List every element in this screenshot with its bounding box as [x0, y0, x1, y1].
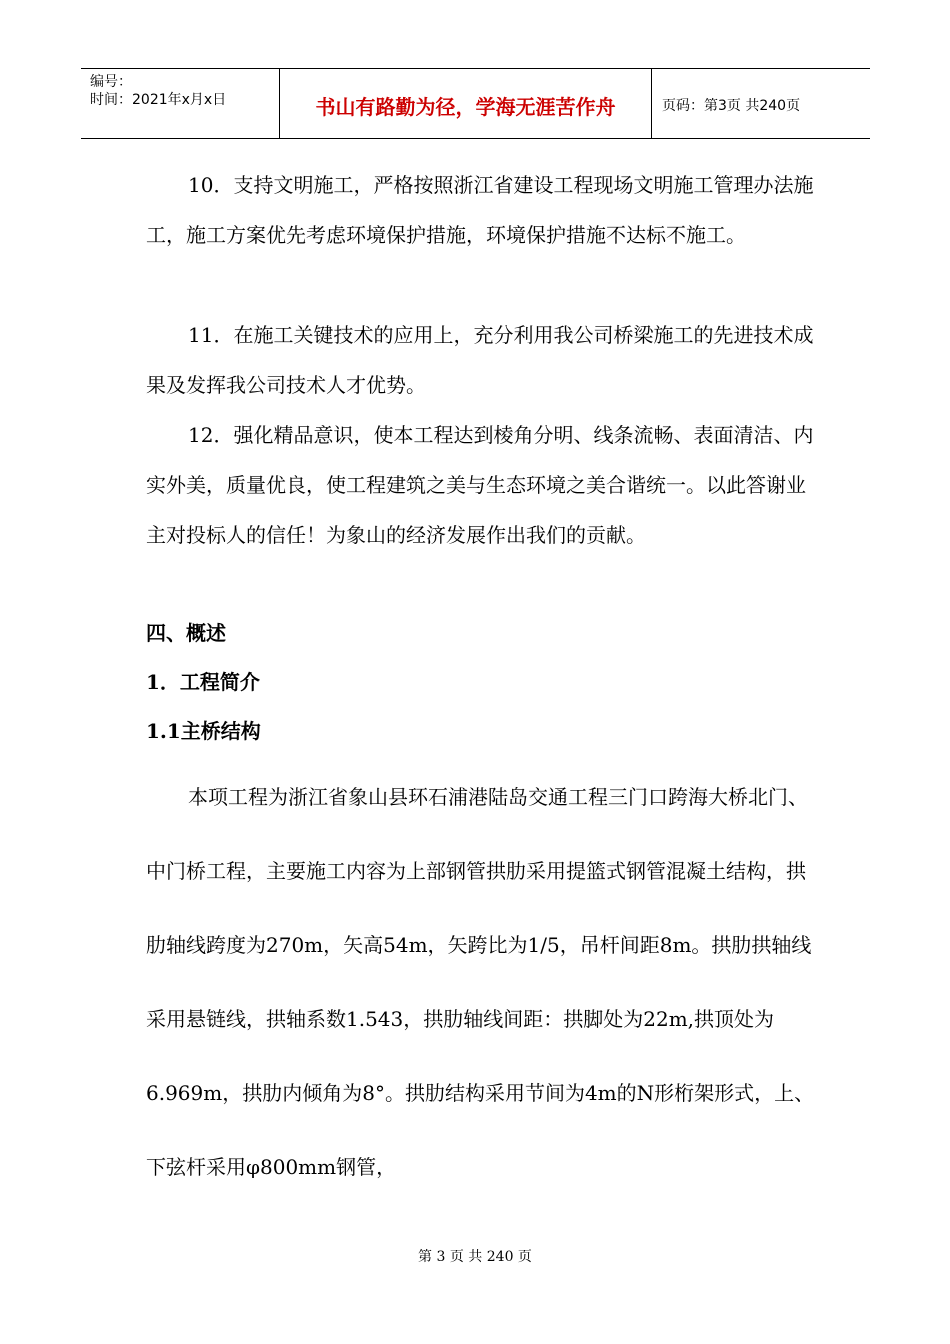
header-page-info: 页码：第3页 共240页 — [662, 97, 801, 114]
paragraph-12: 12．强化精品意识，使本工程达到棱角分明、线条流畅、表面清洁、内实外美，质量优良，使工程建筑之美与生态环境之美合谐统一。以此答谢业主对投标人的信任！为象山的经济发展作出我们的贡献。 — [146, 423, 814, 547]
page-header — [81, 68, 870, 139]
paragraph-11: 11．在施工关键技术的应用上，充分利用我公司桥梁施工的先进技术成果及发挥我公司技术人才优势。 — [146, 323, 814, 397]
paragraph-10: 10．支持文明施工，严格按照浙江省建设工程现场文明施工管理办法施工，施工方案优先考虑环境保护措施，环境保护措施不达标不施工。 — [146, 173, 814, 247]
document-time-label: 时间：2021年x月x日 — [90, 92, 227, 108]
paragraph-main-structure: 本项工程为浙江省象山县环石浦港陆岛交通工程三门口跨海大桥北门、中门桥工程，主要施工内容为上部钢管拱肋采用提篮式钢管混凝土结构，拱肋轴线跨度为270m，矢高54m，矢跨比为1/5，吊杆间距8m。拱肋拱轴线采用悬链线，拱轴系数1.543，拱肋轴线间距：拱脚处为22m,拱顶处为6.969m，拱肋内倾角为8°。拱肋结构采用节间为4m的N形桁架形式，上、下弦杆采用φ800mm钢管， — [146, 785, 815, 1179]
section-heading-project-intro: 1．工程简介 — [146, 670, 260, 694]
header-motto: 书山有路勤为径，学海无涯苦作舟 — [280, 69, 652, 138]
document-number-label: 编号： — [90, 74, 132, 90]
section-heading-overview: 四、概述 — [146, 621, 226, 645]
page-footer: 第 3 页 共 240 页 — [418, 1249, 532, 1265]
header-meta — [81, 69, 280, 138]
section-heading-main-bridge: 1.1主桥结构 — [146, 719, 261, 743]
